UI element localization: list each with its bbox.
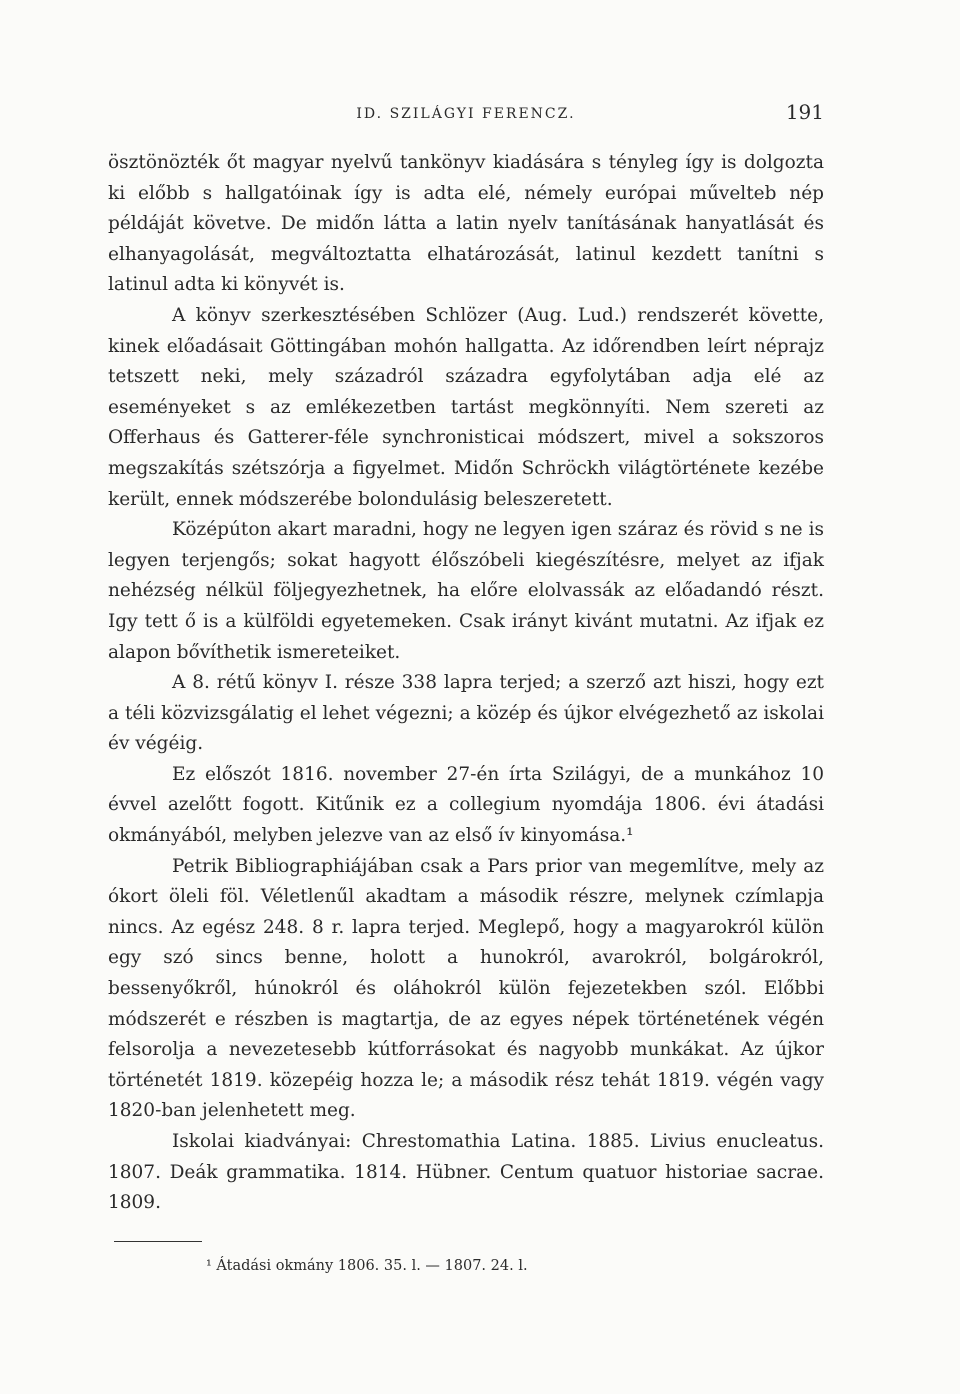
page-header bbox=[108, 96, 824, 136]
footnote: ¹ Átadási okmány 1806. 35. l. — 1807. 24. l. bbox=[206, 1257, 528, 1274]
page-number: 191 bbox=[785, 100, 824, 124]
paragraph: ösztönözték őt magyar nyelvű tankönyv kiadására s tényleg így is dolgozta ki előbb s hallgatóinak így is adta elé, némely európai művelteb nép példáját követve. De midőn látta a latin nyelv tanításának hanyatlását és elhanyagolását, megváltoztatta elhatározását, latinul kezdett tanítni s latinul adta ki könyvét is. bbox=[108, 152, 824, 296]
paragraph: Iskolai kiadványai: Chrestomathia Latina. 1885. Livius enucleatus. 1807. Deák grammatika. 1814. Hübner. Centum quatuor historiae sacrae. 1809. bbox=[108, 1131, 824, 1214]
paragraph: A 8. rétű könyv I. része 338 lapra terjed; a szerző azt hiszi, hogy ezt a téli közvizsgálatig el lehet végezni; a közép és újkor elvégezhető az iskolai év végéig. bbox=[108, 672, 824, 755]
paragraph: A könyv szerkesztésében Schlözer (Aug. Lud.) rendszerét követte, kinek előadásait Göttingában mohón hallgatta. Az időrendben leírt néprajz tetszett neki, mely századról századra egyfolytában adja elé az eseményeket s az emlékezetben tartást megkönnyíti. Nem szereti az Offerhaus és Gatterer-féle synchronisticai módszert, mivel a sokszoros megszakítás szétszórja a figyelmet. Midőn Schröckh világtörténete kezébe került, ennek módszerébe bolondulásig beleszeretett. bbox=[108, 304, 824, 510]
footnote-divider bbox=[114, 1241, 202, 1242]
paragraph: Ez előszót 1816. november 27-én írta Szilágyi, de a munkához 10 évvel azelőtt fogott. Kitűnik ez a collegium nyomdája 1806. évi átadási okmányából, melyben jelezve van az első ív kinyomása.¹ bbox=[108, 763, 824, 847]
page bbox=[108, 96, 824, 1276]
paragraph: Petrik Bibliographiájában csak a Pars prior van megemlítve, mely az ókort öleli föl. Véletlenűl akadtam a második részre, melynek czímlapja nincs. Az egész 248. 8 r. lapra terjed. Meglepő, hogy a magyarokról külön egy szó sincs benne, holott a hunokról, avarokról, bolgárokról, bessenyőkről, húnokról és oláhokról külön fejezetekben szól. Előbbi módszerét e részben is magtartja, de az egyes népek történetének végén felsorolja a nevezetesebb kútforrásokat és nagyobb munkákat. Az újkor történetét 1819. közepéig hozza le; a második rész tehát 1819. végén vagy 1820-ban jelenhetett meg. bbox=[108, 855, 824, 1122]
paragraph: Középúton akart maradni, hogy ne legyen igen száraz és rövid s ne is legyen terjengős; sokat hagyott élőszóbeli kiegészítésre, melyet az ifjak nehézség nélkül följegyezhetnek, ha előre elolvassák az előadandó részt. Igy tett ő is a külföldi egyetemeken. Csak irányt kivánt mutatni. Az ifjak ez alapon bővíthetik ismereteiket. bbox=[108, 519, 824, 663]
running-head: ID. SZILÁGYI FERENCZ. bbox=[356, 106, 576, 122]
body-text bbox=[108, 148, 824, 1219]
